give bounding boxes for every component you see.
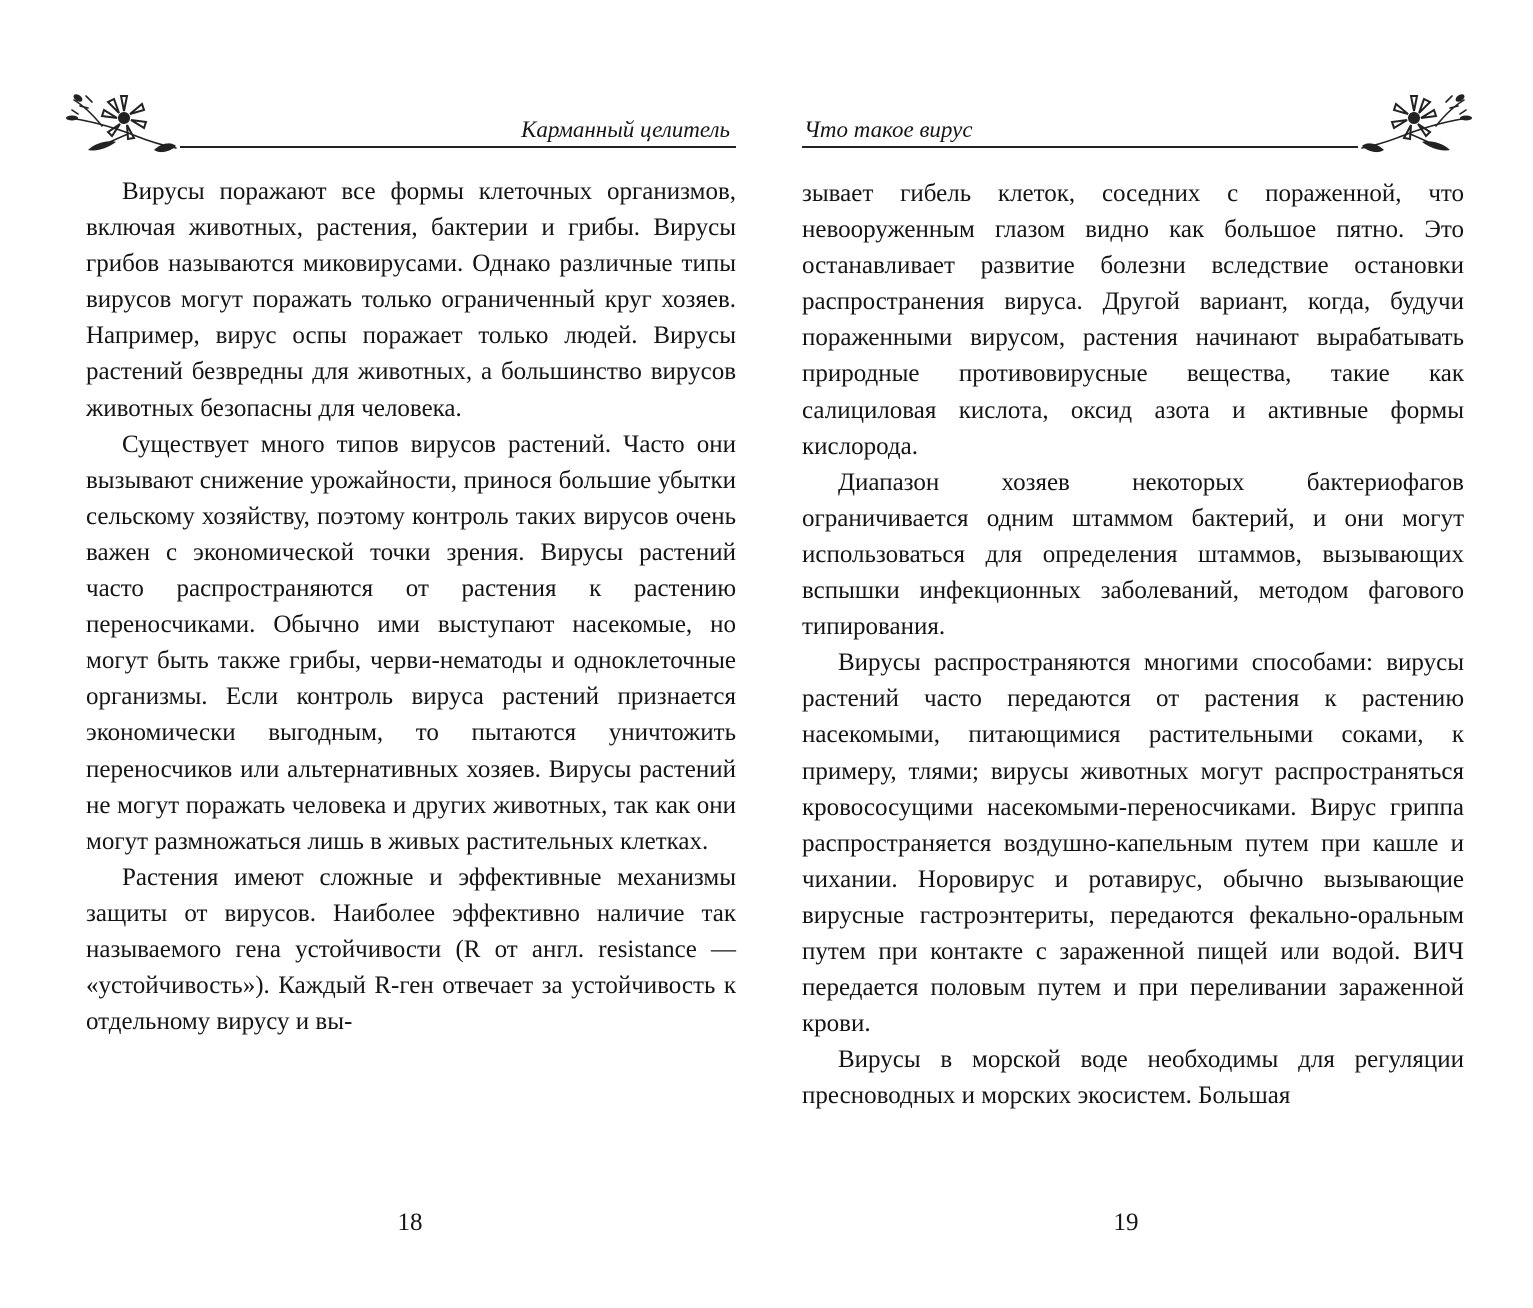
header-rule: [180, 146, 736, 148]
cornflower-sprig-icon: [66, 88, 178, 160]
header-rule: [802, 146, 1358, 148]
body-text: [802, 176, 1464, 1114]
paragraph: Диапазон хозяев некоторых бактериофагов ограничивается одним штаммом бактерий, и они могут использоваться для определения штаммов, вызывающих вспышки инфекционных заболеваний, методом фагового типирования.: [802, 468, 1464, 641]
paragraph: Вирусы поражают все формы клеточных организмов, включая животных, растения, бактерии и грибы. Вирусы грибов называются миковирусами. Однако различные типы вирусов могут поражать только ограниченный круг хозяев. Например, вирус оспы поражает только людей. Вирусы растений безвредны для животных, а большинство вирусов животных безопасны для человека.: [86, 178, 736, 422]
paragraph: Существует много типов вирусов растений. Часто они вызывают снижение урожайности, принося большие убытки сельскому хозяйству, поэтому контроль таких вирусов очень важен с экономической точки зрения. Вирусы растений часто распространяются от растения к растению переносчиками. Обычно ими выступают насекомые, но могут быть также грибы, черви-нематоды и одноклеточные организмы. Если контроль вируса растений признается экономически выгодным, то пытаются уничтожить переносчиков или альтернативных хозяев. Вирусы растений не могут поражать человека и других животных, так как они могут размножаться лишь в живых растительных клетках.: [86, 430, 736, 855]
paragraph: Растения имеют сложные и эффективные механизмы защиты от вирусов. Наиболее эффективно наличие так называемого гена устойчивости (R от англ. resistance — «устойчивость»). Каждый R-ген отвечает за устойчивость к отдельному вирусу и вы-: [86, 863, 736, 1036]
running-head: Карманный целитель: [521, 117, 730, 142]
right-page: [766, 0, 1533, 1308]
paragraph: Вирусы распространяются многими способами: вирусы растений часто передаются от растения к растению насекомыми, питающимися растительными соками, к примеру, тлями; вирусы животных могут распространяться кровососущими насекомыми-переносчиками. Вирус гриппа распространяется воздушно-капельным путем при кашле и чихании. Норовирус и ротавирус, обычно вызывающие вирусные гастроэнтериты, передаются фекально-оральным путем при контакте с зараженной пищей или водой. ВИЧ передается половым путем и при переливании зараженной крови.: [802, 649, 1464, 1038]
page-number: 18: [397, 1209, 423, 1236]
paragraph-continuation: зывает гибель клеток, соседних с пораженной, что невооруженным глазом видно как большое пятно. Это останавливает развитие болезни вследствие остановки распространения вируса. Другой вариант, когда, будучи пораженными вирусом, растения начинают вырабатывать природные противовирусные вещества, такие как салициловая кислота, оксид азота и активные формы кислорода.: [802, 180, 1464, 460]
page-number: 19: [1113, 1209, 1139, 1236]
paragraph: Вирусы в морской воде необходимы для регуляции пресноводных и морских экосистем. Большая: [802, 1046, 1464, 1110]
body-text: [86, 174, 736, 1040]
left-page: [0, 0, 766, 1308]
cornflower-sprig-icon: [1360, 88, 1472, 160]
running-head: Что такое вирус: [804, 117, 973, 142]
